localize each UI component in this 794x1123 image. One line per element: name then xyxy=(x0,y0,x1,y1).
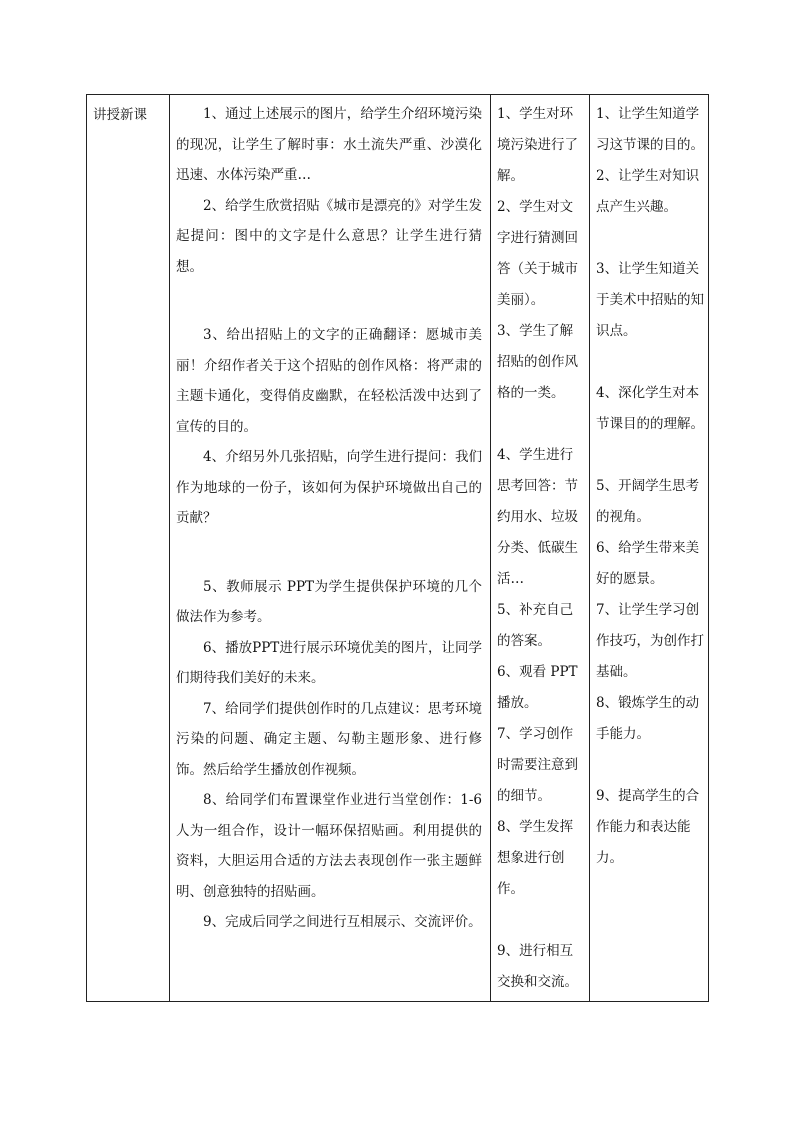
teacher-step: 1、通过上述展示的图片，给学生介绍环境污染的现况，让学生了解时事：水土流失严重、沙漠化迅速、水体污染严重… xyxy=(176,106,482,183)
design-intent: 2、让学生对知识点产生兴趣。 xyxy=(596,168,700,215)
design-intent: 7、让学生学习创作技巧，为创作打基础。 xyxy=(596,602,704,680)
design-intent: 8、锻炼学生的动手能力。 xyxy=(596,695,700,742)
student-activity: 8、学生发挥想象进行创作。 xyxy=(497,819,574,897)
teacher-step: 2、给学生欣赏招贴《城市是漂亮的》对学生发起提问：图中的文字是什么意思？让学生进行猜想。 xyxy=(176,197,482,275)
student-activity: 4、学生进行思考回答：节约用水、垃圾分类、低碳生活… xyxy=(497,447,578,587)
teacher-step: 8、给同学们布置课堂作业进行当堂创作：1-6人为一组合作，设计一幅环保招贴画。利用提供的资料，大胆运用合适的方法去表现创作一张主题鲜明、创意独特的招贴画。 xyxy=(176,792,482,900)
student-activity-cell xyxy=(491,95,590,1002)
table-row xyxy=(87,95,709,1002)
lesson-plan-table xyxy=(86,94,709,1002)
design-intent: 3、让学生知道关于美术中招贴的知识点。 xyxy=(596,261,704,339)
student-activity: 7、学习创作时需要注意到的细节。 xyxy=(497,726,578,804)
student-activity: 1、学生对环境污染进行了解。 xyxy=(497,106,578,184)
student-activity: 5、补充自己的答案。 xyxy=(497,602,574,649)
teacher-step: 9、完成后同学之间进行互相展示、交流评价。 xyxy=(203,914,482,930)
design-intent: 4、深化学生对本节课目的的理解。 xyxy=(596,385,704,432)
teacher-step: 6、播放PPT进行展示环境优美的图片，让同学们期待我们美好的未来。 xyxy=(176,639,482,686)
teacher-activity-cell xyxy=(170,95,491,1002)
teacher-step: 5、教师展示 PPT为学生提供保护环境的几个做法作为参考。 xyxy=(176,578,482,625)
design-intent: 1、让学生知道学习这节课的目的。 xyxy=(596,106,704,153)
teacher-step: 3、给出招贴上的文字的正确翻译：愿城市美丽！介绍作者关于这个招贴的创作风格：将严肃的主题卡通化，变得俏皮幽默，在轻松活泼中达到了宣传的目的。 xyxy=(176,327,482,435)
student-activity: 6、观看 PPT 播放。 xyxy=(497,664,578,711)
design-intent-cell xyxy=(590,95,709,1002)
teacher-step: 4、介绍另外几张招贴，向学生进行提问：我们作为地球的一份子，该如何为保护环境做出自己的贡献？ xyxy=(176,449,482,526)
student-activity: 9、进行相互交换和交流。 xyxy=(497,943,578,990)
design-intent: 6、给学生带来美好的愿景。 xyxy=(596,540,700,587)
design-intent: 5、开阔学生思考的视角。 xyxy=(596,478,700,525)
teacher-step: 7、给同学们提供创作时的几点建议：思考环境污染的问题、确定主题、勾勒主题形象、进行修饰。然后给学生播放创作视频。 xyxy=(176,700,482,778)
section-cell xyxy=(87,95,170,1002)
student-activity: 2、学生对文字进行猜测回答（关于城市美丽）。 xyxy=(497,199,578,308)
design-intent: 9、提高学生的合作能力和表达能力。 xyxy=(596,788,700,866)
student-activity: 3、学生了解招贴的创作风格的一类。 xyxy=(497,323,578,401)
section-label: 讲授新课 xyxy=(93,107,147,123)
